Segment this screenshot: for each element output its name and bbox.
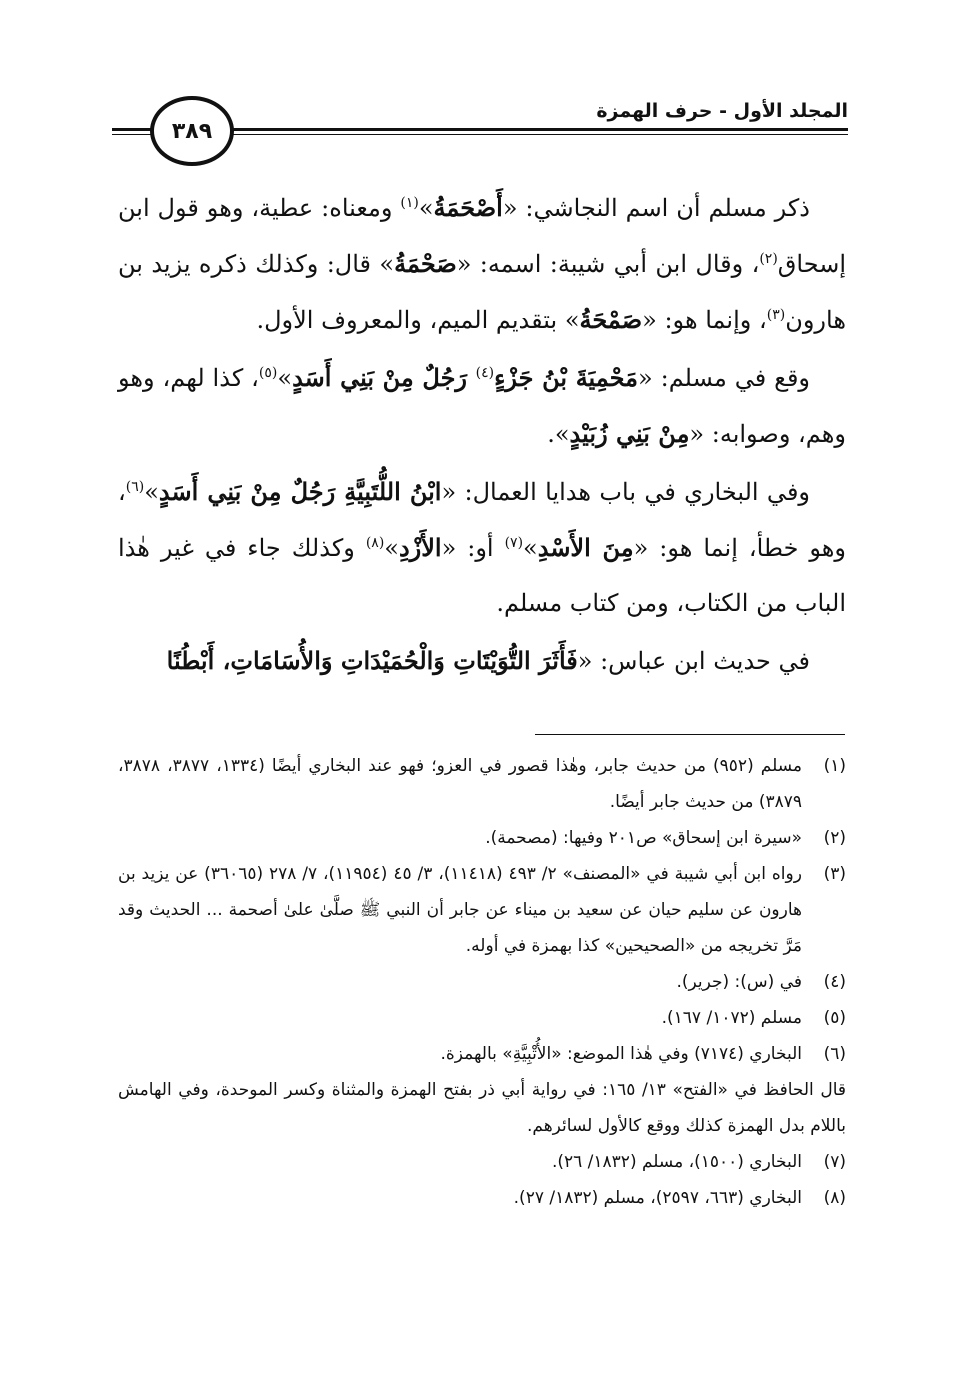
footnote-ref[interactable]: (٦)	[125, 479, 145, 495]
footnote-ref[interactable]: (٣)	[766, 307, 786, 323]
header-rule-left-bottom	[112, 134, 152, 135]
header-rule-left-top	[112, 128, 152, 131]
footnote-8: (٨) البخاري (٦٦٣، ٢٥٩٧)، مسلم (١٨٣٢/ ٢٧).	[513, 1188, 846, 1208]
quoted-name: فَأَثَرَ التُّوَيْتَاتِ وَالْحُمَيْدَاتِ وَالأُسَامَاتِ، أَبْطُنًا	[166, 646, 578, 675]
quoted-name: مِنْ بَنِي زُبَيْدٍ	[569, 419, 690, 448]
paragraph-1: ذكر مسلم أن اسم النجاشي: «أَصْحَمَةُ»$^{(١)}$ ومعناه: عطية، وهو قول ابن إسحاق$^{(٢)}$، وقال ابن أبي شيبة: اسمه: «صَحْمَةُ» قال: وكذلك ذكره يزيد بن هارون$^{(٣)}$، وإنما هو: «صَمْحَةُ» بتقديم الميم، والمعروف الأول.	[118, 193, 846, 334]
footnote-4: (٤) في (س): (جرير).	[676, 972, 846, 992]
footnote-ref[interactable]: (٤)	[475, 365, 495, 381]
main-text	[118, 180, 846, 691]
header-rule-top	[222, 128, 848, 131]
footnote-6-continuation: قال الحافظ في «الفتح» ١٣/ ١٦٥: في رواية أبي ذر بفتح الهمزة والمثناة وكسر الموحدة، وفي الهامش باللام بدل الهمزة كذلك ووقع كالأول لسائرهم.	[118, 1080, 846, 1136]
footnote-5: (٥) مسلم (١٠٧٢/ ١٦٧).	[661, 1008, 846, 1028]
footnote-6: (٦) البخاري (٧١٧٤) وفي هٰذا الموضع: «الأُتْبِيَّةِ» بالهمزة.	[440, 1044, 846, 1064]
quoted-name: مَحْمِيَةَ بْنُ جَزْءٍ	[494, 363, 639, 392]
header-rule-bottom	[222, 134, 848, 135]
footnote-ref[interactable]: (١)	[400, 195, 419, 211]
page-number: ٣٨٩	[150, 96, 234, 166]
paragraph-3: وفي البخاري في باب هدايا العمال: «ابْنُ اللُّتَبِيَّةِ رَجُلٌ مِنْ بَنِي أَسَدٍ»$^{(٦)}$، وهو خطأ، إنما هو: «مِنَ الأَسْدِ»$^{(٧)}$ أو: «الأَزْدِ»$^{(٨)}$ وكذلك جاء في غير هٰذا الباب من الكتاب، ومن كتاب مسلم.	[118, 477, 847, 617]
quoted-name: صَمْحَةُ	[579, 305, 643, 334]
footnote-7: (٧) البخاري (١٥٠٠)، مسلم (١٨٣٢/ ٢٦).	[551, 1152, 846, 1172]
paragraph-2: وقع في مسلم: «مَحْمِيَةَ بْنُ جَزْءٍ$^{(٤)}$ رَجُلٌ مِنْ بَنِي أَسَدٍ»$^{(٥)}$، كذا لهم، وهو وهم، وصوابه: «مِنْ بَنِي زُبَيْدٍ».	[118, 363, 846, 448]
quoted-name: الأَزْدِ	[398, 533, 442, 562]
paragraph-4: في حديث ابن عباس: «فَأَثَرَ التُّوَيْتَاتِ وَالْحُمَيْدَاتِ وَالأُسَامَاتِ، أَبْطُنًا	[166, 646, 810, 675]
page-header	[112, 96, 848, 176]
quoted-name: مِنَ الأَسْدِ	[537, 533, 634, 562]
footnotes	[118, 748, 846, 1216]
quoted-name: أَصْحَمَةُ	[433, 193, 503, 222]
footnote-ref[interactable]: (٢)	[759, 251, 778, 267]
footnote-ref[interactable]: (٨)	[365, 535, 385, 551]
footnote-3: (٣) رواه ابن أبي شيبة في «المصنف» ٢/ ٤٩٣ (١١٤١٨)، ٣/ ٤٥ (١١٩٥٤)، ٧/ ٢٧٨ (٣٦٠٦٥) عن يزيد بن هارون عن سليم حيان عن سعيد بن ميناء عن جابر أن النبي ﷺ صلَّىٰ علىٰ أصحمة ... الحديث وقد مَرَّ تخريجه من «الصحيحين» كذا بهمزة في أوله.	[118, 864, 846, 956]
quoted-name: صَحْمَةُ	[394, 249, 457, 278]
footnote-2: (٢) «سيرة ابن إسحاق» ص٢٠١ وفيها: (مصحمة).	[485, 828, 846, 848]
footnote-1: (١) مسلم (٩٥٢) من حديث جابر، وهٰذا قصور في العزو؛ فهو عند البخاري أيضًا (١٣٣٤، ٣٨٧٧، ٣٨٧٨، ٣٨٧٩) من حديث جابر أيضًا.	[118, 756, 846, 812]
quoted-name: ابْنُ اللُّتَبِيَّةِ رَجُلٌ مِنْ بَنِي أَسَدٍ	[158, 477, 442, 506]
quoted-name: رَجُلٌ مِنْ بَنِي أَسَدٍ	[292, 363, 476, 392]
header-title: المجلد الأول - حرف الهمزة	[588, 100, 848, 122]
footnote-separator	[535, 734, 845, 735]
footnote-ref[interactable]: (٥)	[258, 365, 278, 381]
footnote-ref[interactable]: (٧)	[504, 535, 524, 551]
